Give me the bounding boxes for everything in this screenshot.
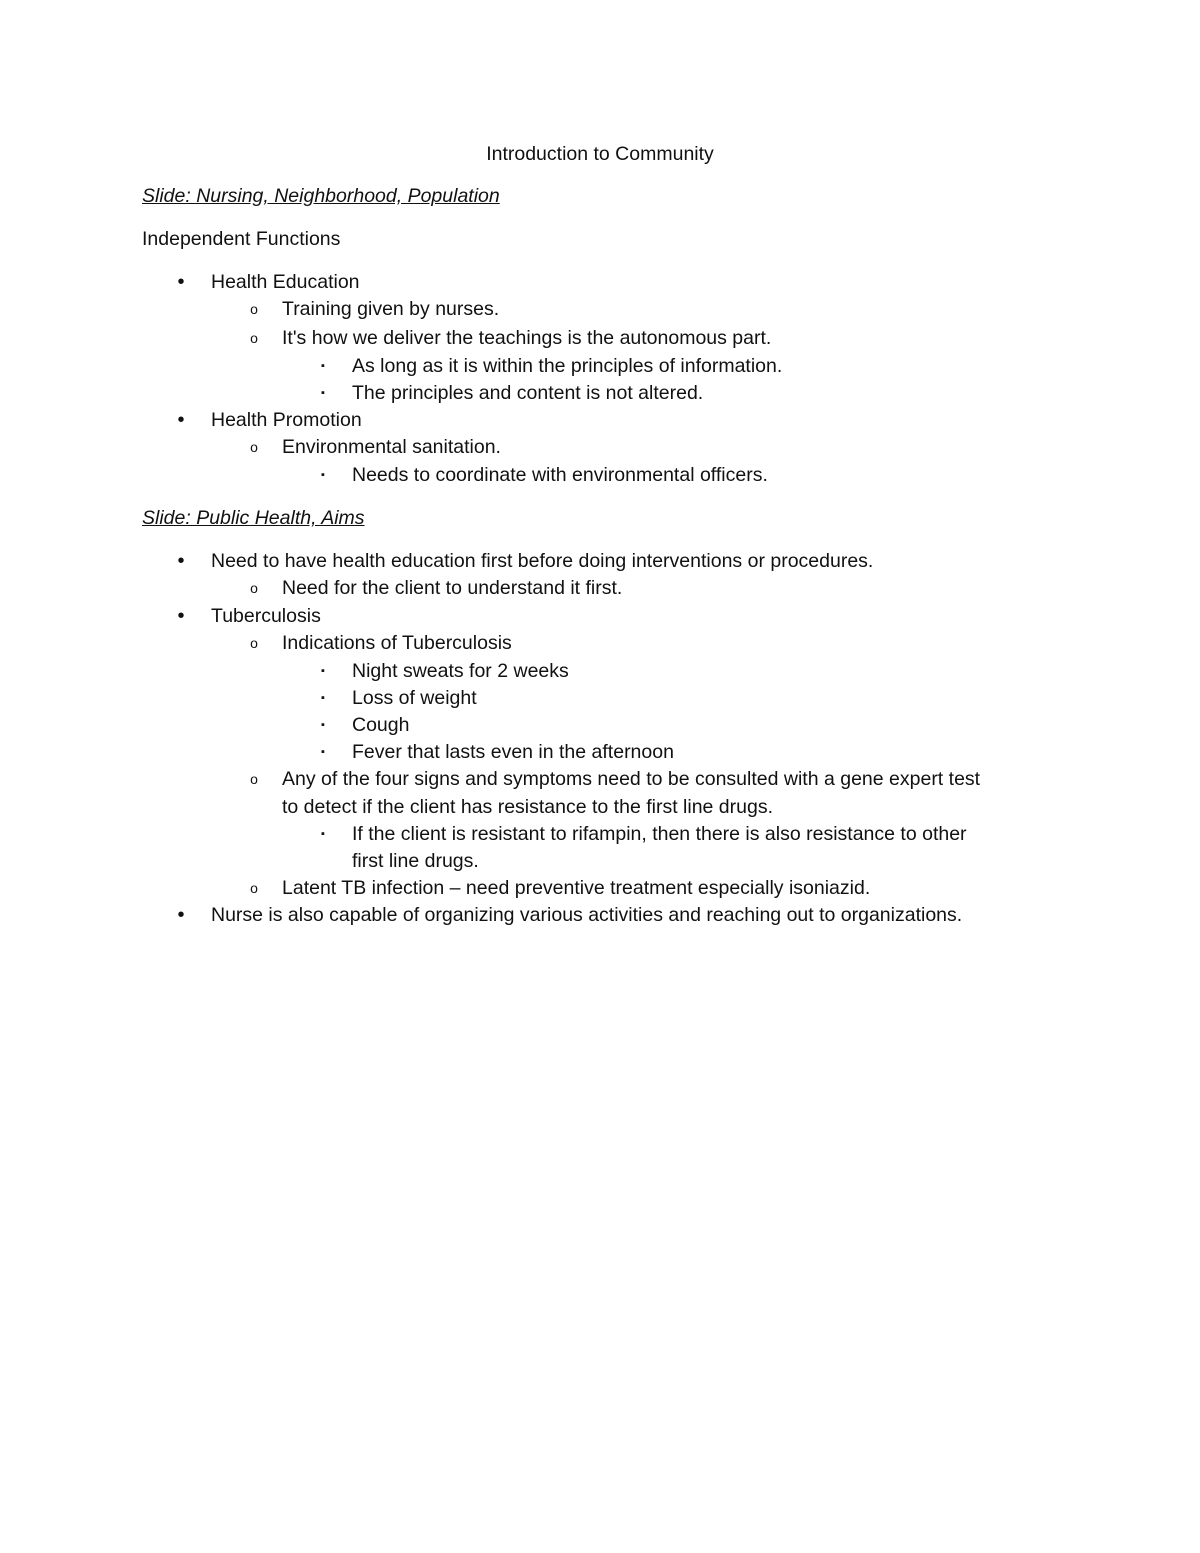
bullet-level-3: ▪: [321, 469, 325, 481]
list-item: Environmental sanitation.: [282, 436, 501, 458]
list-item: Fever that lasts even in the afternoon: [352, 741, 674, 763]
bullet-level-3: ▪: [321, 665, 325, 677]
list-item: Cough: [352, 714, 410, 736]
list-item: Tuberculosis: [211, 605, 321, 627]
list-item: Need for the client to understand it first.: [282, 577, 623, 599]
list-item: Training given by nurses.: [282, 298, 500, 320]
bullet-level-3: ▪: [321, 746, 325, 758]
list-item: Night sweats for 2 weeks: [352, 660, 569, 682]
bullet-level-1: •: [177, 409, 185, 431]
list-item-continuation: to detect if the client has resistance to the first line drugs.: [282, 796, 774, 818]
bullet-level-3: ▪: [321, 828, 325, 840]
bullet-level-1: •: [177, 550, 185, 572]
list-item: Any of the four signs and symptoms need to be consulted with a gene expert test: [282, 768, 981, 790]
bullet-level-1: •: [177, 605, 185, 627]
bullet-level-3: ▪: [321, 360, 325, 372]
bullet-level-2: o: [250, 880, 258, 896]
bullet-level-2: o: [250, 301, 258, 317]
bullet-level-1: •: [177, 904, 185, 926]
bullet-level-2: o: [250, 439, 258, 455]
bullet-level-3: ▪: [321, 719, 325, 731]
list-item: Needs to coordinate with environmental officers.: [352, 464, 768, 486]
section-subheading: Independent Functions: [142, 228, 341, 250]
bullet-level-2: o: [250, 635, 258, 651]
list-item: Nurse is also capable of organizing various activities and reaching out to organizations.: [211, 904, 963, 926]
list-item: It's how we deliver the teachings is the autonomous part.: [282, 327, 772, 349]
list-item: Health Promotion: [211, 409, 362, 431]
list-item: Health Education: [211, 271, 360, 293]
bullet-level-2: o: [250, 330, 258, 346]
bullet-level-1: •: [177, 271, 185, 293]
document-title: Introduction to Community: [486, 143, 714, 165]
list-item: The principles and content is not altered.: [352, 382, 704, 404]
slide-heading-1: Slide: Nursing, Neighborhood, Population: [142, 185, 500, 207]
list-item: If the client is resistant to rifampin, then there is also resistance to other: [352, 823, 967, 845]
bullet-level-2: o: [250, 580, 258, 596]
slide-heading-2: Slide: Public Health, Aims: [142, 507, 365, 529]
list-item: Latent TB infection – need preventive treatment especially isoniazid.: [282, 877, 871, 899]
list-item: As long as it is within the principles of information.: [352, 355, 783, 377]
list-item-continuation: first line drugs.: [352, 850, 479, 872]
bullet-level-2: o: [250, 771, 258, 787]
list-item: Need to have health education first before doing interventions or procedures.: [211, 550, 874, 572]
list-item: Loss of weight: [352, 687, 477, 709]
bullet-level-3: ▪: [321, 387, 325, 399]
bullet-level-3: ▪: [321, 692, 325, 704]
list-item: Indications of Tuberculosis: [282, 632, 512, 654]
